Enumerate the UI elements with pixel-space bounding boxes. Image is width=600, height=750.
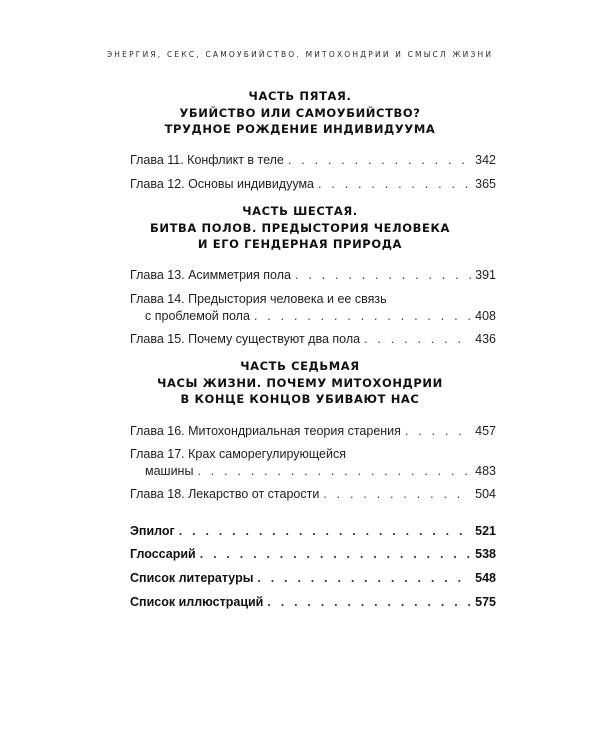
page-number: 483 <box>475 464 496 478</box>
toc-entry-epilogue[interactable] <box>130 523 496 540</box>
leader-dots <box>257 570 471 587</box>
entry-title: Эпилог <box>130 524 175 538</box>
part-title-line: УБИЙСТВО ИЛИ САМОУБИЙСТВО? <box>179 105 421 120</box>
chapter-title: Глава 17. Крах саморегулирующейся <box>130 447 346 461</box>
part-title-line: В КОНЦЕ КОНЦОВ УБИВАЮТ НАС <box>180 392 420 406</box>
page-number: 575 <box>475 595 496 609</box>
leader-dots <box>254 308 471 325</box>
page-number: 521 <box>475 524 496 538</box>
leader-dots <box>200 546 471 563</box>
leader-dots <box>323 486 471 503</box>
chapter-title: Глава 15. Почему существуют два пола <box>130 332 361 346</box>
page-number: 365 <box>475 177 496 191</box>
toc-entry-chapter-18[interactable] <box>130 486 496 503</box>
leader-dots <box>318 176 471 193</box>
chapter-title: Глава 14. Предыстория человека и ее связь <box>130 292 387 306</box>
page-number: 504 <box>475 487 496 501</box>
toc-entry-glossary[interactable] <box>130 546 496 563</box>
part-6-heading <box>0 203 600 253</box>
part-title-line: ЧАСЫ ЖИЗНИ. ПОЧЕМУ МИТОХОНДРИИ <box>157 375 443 390</box>
toc-entry-chapter-14[interactable] <box>130 291 496 325</box>
leader-dots <box>197 463 471 480</box>
toc-entry-chapter-13[interactable] <box>130 267 496 284</box>
page-number: 538 <box>475 547 496 561</box>
page-number: 342 <box>475 153 496 167</box>
leader-dots <box>267 594 471 611</box>
part-title-line: ЧАСТЬ ШЕСТАЯ. <box>242 204 358 218</box>
page-number: 457 <box>475 424 496 438</box>
toc-entry-chapter-16[interactable] <box>130 423 496 440</box>
part-title-line: ЧАСТЬ СЕДЬМАЯ <box>240 359 360 373</box>
chapter-title: Глава 16. Митохондриальная теория старения <box>130 424 401 438</box>
leader-dots <box>295 267 471 284</box>
part-title-line: И ЕГО ГЕНДЕРНАЯ ПРИРОДА <box>197 237 403 251</box>
part-title-line: ЧАСТЬ ПЯТАЯ. <box>248 89 352 103</box>
part-title-line: БИТВА ПОЛОВ. ПРЕДЫСТОРИЯ ЧЕЛОВЕКА <box>149 220 450 235</box>
leader-dots <box>288 152 471 169</box>
chapter-title-continued: с проблемой пола <box>145 309 250 323</box>
leader-dots <box>364 331 471 348</box>
leader-dots <box>179 523 471 540</box>
toc-entry-chapter-15[interactable] <box>130 331 496 348</box>
page-number: 548 <box>475 571 496 585</box>
chapter-title-continued: машины <box>145 464 194 478</box>
leader-dots <box>405 423 471 440</box>
entry-title: Список литературы <box>130 571 254 585</box>
toc-entry-chapter-12[interactable] <box>130 176 496 193</box>
chapter-title: Глава 11. Конфликт в теле <box>130 153 284 167</box>
running-head: ЭНЕРГИЯ, СЕКС, САМОУБИЙСТВО. МИТОХОНДРИИ И СМЫСЛ ЖИЗНИ <box>106 50 494 59</box>
chapter-title: Глава 18. Лекарство от старости <box>130 487 320 501</box>
part-title-line: ТРУДНОЕ РОЖДЕНИЕ ИНДИВИДУУМА <box>164 122 436 136</box>
chapter-title: Глава 12. Основы индивидуума <box>130 177 314 191</box>
page-number: 436 <box>475 332 496 346</box>
toc-entry-bibliography[interactable] <box>130 570 496 587</box>
part-7-heading <box>0 358 600 408</box>
entry-title: Глоссарий <box>130 547 196 561</box>
page-number: 391 <box>475 268 496 282</box>
toc-entry-illustrations[interactable] <box>130 594 496 611</box>
part-5-heading <box>0 88 600 138</box>
toc-entry-chapter-17[interactable] <box>130 446 496 480</box>
entry-title: Список иллюстраций <box>130 595 264 609</box>
chapter-title: Глава 13. Асимметрия пола <box>130 268 291 282</box>
page-number: 408 <box>475 309 496 323</box>
toc-entry-chapter-11[interactable] <box>130 152 496 169</box>
